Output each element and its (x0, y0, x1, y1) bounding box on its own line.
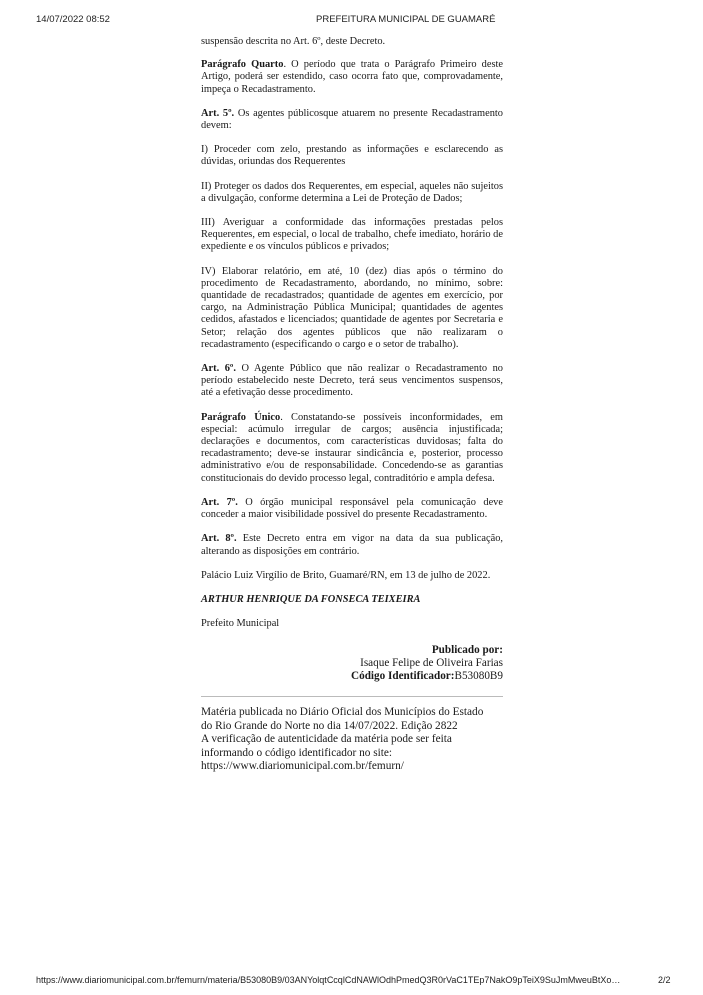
paragraph-quarto (201, 59, 503, 96)
article-6 (201, 363, 503, 400)
signer-name: ARTHUR HENRIQUE DA FONSECA TEIXEIRA (201, 593, 421, 605)
identifier-code (201, 670, 503, 683)
paragraph-unico (201, 412, 503, 485)
paragraph-continuation: suspensão descrita no Art. 6º, deste Decreto. (201, 36, 386, 47)
paragraph-label: Parágrafo Quarto (201, 59, 284, 71)
print-header-title: PREFEITURA MUNICIPAL DE GUAMARÉ (316, 14, 496, 25)
published-by-label: Publicado por: (431, 644, 503, 657)
note-line: informando o código identificador no site: (201, 746, 393, 759)
item-i: I) Proceder com zelo, prestando as informações e esclarecendo as dúvidas, oriundas dos Requerentes (201, 144, 503, 168)
signer-role: Prefeito Municipal (201, 618, 280, 630)
print-datetime: 14/07/2022 08:52 (36, 14, 110, 25)
divider (201, 696, 503, 697)
note-line: do Rio Grande do Norte no dia 14/07/2022. Edição 2822 (201, 719, 458, 732)
article-label: Art. 5º. (201, 107, 235, 119)
note-line: Matéria publicada no Diário Oficial dos Municípios do Estado (201, 706, 484, 719)
publisher-name: Isaque Felipe de Oliveira Farias (360, 657, 503, 670)
article-text: O Agente Público que não realizar o Recadastramento no período estabelecido neste Decreto, terá seus vencimentos suspensos, até a efetivação desse procedimento. (201, 363, 503, 399)
item-ii: II) Proteger os dados dos Requerentes, em especial, aqueles não sujeitos a divulgação, conforme determina a Lei de Proteção de Dados; (201, 180, 503, 204)
article-text: Os agentes públicosque atuarem no presente Recadastramento devem: (201, 107, 503, 132)
note-line: A verificação de autenticidade da matéria pode ser feita (201, 733, 452, 746)
publication-note (201, 706, 503, 773)
item-iii: III) Averiguar a conformidade das informações prestadas pelos Requerentes, em especial, o local de trabalho, chefe imediato, horário de expediente e os vínculos públicos e privados; (201, 217, 503, 253)
article-text: O órgão municipal responsável pela comunicação deve conceder a maior visibilidade possível do presente Recadastramento. (201, 496, 503, 521)
identifier-label: Código Identificador: (351, 670, 455, 683)
paragraph-text: . O período que trata o Parágrafo Primeiro deste Artigo, poderá ser estendido, caso ocorra fato que, comprovadamente, impeça o Recadastramento. (201, 59, 503, 95)
page-number: 2/2 (658, 975, 671, 985)
article-label: Art. 7º. (201, 496, 238, 508)
print-footer-url: https://www.diariomunicipal.com.br/femurn/materia/B53080B9/03ANYolqtCcqlCdNAWlOdhPmedQ3R0rVaC1TEp7NakO9pTeiX9SuJmMweuBtXo… (36, 975, 621, 985)
article-text: Este Decreto entra em vigor na data da sua publicação, alterando as disposições em contrário. (201, 533, 504, 557)
document-content (201, 36, 503, 773)
article-label: Art. 6º. (201, 363, 236, 375)
identifier-value: B53080B9 (454, 670, 503, 683)
paragraph-text: . Constatando-se possíveis inconformidades, em especial: acúmulo irregular de cargos; ausência injustificada; declarações e documentos, com características duvidosas; falta do recadastramento; deve-se instaurar sindicância e, posterior, processo administrativo e/ou de responsabilidade. Concedendo-se as garantias constitucionais do devido processo legal, contraditório e ampla defesa. (201, 411, 503, 484)
article-8 (201, 533, 503, 557)
paragraph-label: Parágrafo Único (201, 411, 281, 423)
article-7 (201, 497, 503, 521)
article-label: Art. 8º. (201, 533, 237, 545)
place-date: Palácio Luiz Virgílio de Brito, Guamaré/RN, em 13 de julho de 2022. (201, 569, 491, 581)
note-site-link[interactable]: https://www.diariomunicipal.com.br/femurn/ (201, 759, 404, 772)
publication-info (201, 644, 503, 683)
article-5 (201, 108, 503, 132)
item-iv: IV) Elaborar relatório, em até, 10 (dez) dias após o término do procedimento de Recadastramento, abordando, no mínimo, sobre: quantidade de recadastrados; quantidade de agentes em exercício, por cargo, na Administração Pública Municipal; quantidades de agentes cedidos, afastados e licenciados; quantidade de agentes por Secretaria e Setor; relação dos agentes públicos que não realizaram o recadastramento (especificando o cargo e o setor de trabalho). (201, 265, 503, 350)
